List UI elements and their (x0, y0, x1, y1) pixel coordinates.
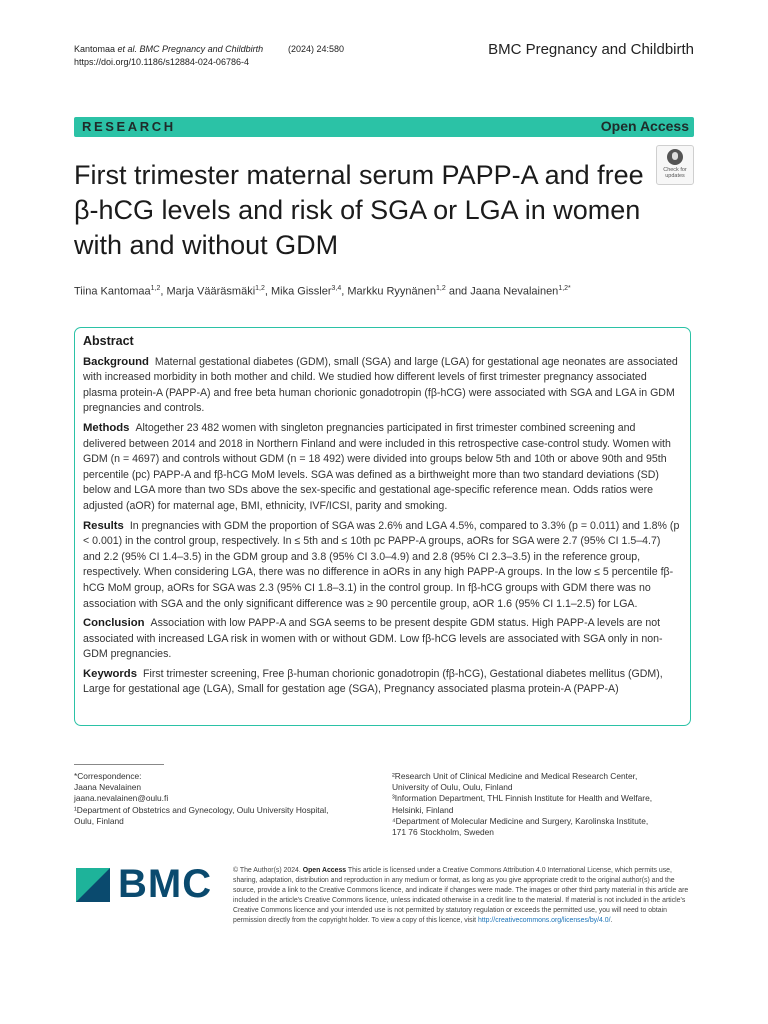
check-updates-label: Check for updates (663, 167, 687, 179)
author-separator: , (264, 285, 271, 298)
citation-authors: Kantomaa (74, 44, 116, 54)
author-separator: and (445, 285, 471, 298)
license-open-access: Open Access (302, 867, 347, 874)
abstract-sections (83, 355, 680, 698)
crossmark-icon (667, 149, 683, 165)
footnote-line: ¹Department of Obstetrics and Gynecology, Oulu University Hospital, (74, 804, 329, 815)
footnote-line: University of Oulu, Oulu, Finland (392, 782, 513, 793)
abstract-box (74, 327, 691, 726)
abstract-section-methods (83, 421, 680, 515)
bmc-mark-icon (76, 868, 110, 902)
license-body: This article is licensed under a Creative Commons Attribution 4.0 International License, which permits use, sharing, adaptation, distribution and reproduction in any medium or format, as long as you give appropriate credit to the original author(s) and the source, provide a link to the Creative Commons licence, and indicate if changes were made. The images or other third party material in this article are included in the article's Creative Commons licence, unless indicated otherwise in a credit line to the material. If material is not included in the article's Creative Commons licence and your intended use is not permitted by statutory regulation or exceeds the permitted use, you will need to obtain permission directly from the copyright holder. To view a copy of this licence, visit (233, 867, 689, 925)
footnote-line: ⁴Department of Molecular Medicine and Surgery, Karolinska Institute, (392, 815, 649, 826)
footnotes-right (392, 771, 702, 838)
journal-name: BMC Pregnancy and Childbirth (488, 41, 694, 58)
license-link[interactable]: http://creativecommons.org/licenses/by/4.0/ (477, 917, 611, 925)
abstract-section-label: Results (83, 519, 124, 532)
abstract-heading: Abstract (83, 334, 134, 348)
abstract-section-label: Keywords (83, 667, 137, 680)
footnote-line: Helsinki, Finland (392, 804, 454, 815)
doi-link[interactable]: https://doi.org/10.1186/s12884-024-06786-4 (74, 57, 249, 67)
footnote-line: 171 76 Stockholm, Sweden (392, 827, 494, 838)
author-name: Markku Ryynänen (347, 285, 437, 298)
author-separator: , (160, 285, 167, 298)
section-label: RESEARCH (82, 119, 176, 134)
abstract-section-keywords (83, 667, 680, 698)
bmc-logo-text: BMC (118, 862, 213, 906)
footnote-line: Jaana Nevalainen (74, 782, 142, 793)
footnote-line: ³Information Department, THL Finnish Institute for Health and Welfare, (392, 793, 653, 804)
abstract-section-label: Background (83, 355, 149, 368)
footnote-line: *Correspondence: (74, 771, 142, 781)
check-for-updates-button[interactable] (656, 145, 694, 185)
author-name: Mika Gissler (271, 285, 332, 298)
abstract-section-results (83, 519, 680, 613)
footnote-line: Oulu, Finland (74, 815, 124, 826)
abstract-section-label: Conclusion (83, 617, 145, 630)
abstract-section-text: First trimester screening, Free β-human chorionic gonadotropin (fβ-hCG), Gestational diabetes mellitus (GDM), Large for gestational age (LGA), Small for gestation age (SGA), Pregnancy associated plasma protein-A (PAPP-A) (83, 667, 663, 696)
author-affiliation-sup: 1,2* (558, 285, 571, 292)
author-name: Tiina Kantomaa (74, 285, 151, 298)
author-list (74, 285, 571, 298)
citation-line (74, 43, 345, 56)
footnote-line: ²Research Unit of Clinical Medicine and Medical Research Center, (392, 771, 638, 781)
footnote-line: jaana.nevalainen@oulu.fi (74, 793, 169, 804)
license-text: © The Author(s) 2024. Open Access This article is licensed under a Creative Commons Attribution 4.0 International License, which permits use, sharing, adaptation, distribution and reproduction in any medium or format, as long as you give appropriate credit to the original author(s) and the source, provide a link to the Creative Commons licence, and indicate if changes were made. The images or other third party material in this article are included in the article's Creative Commons licence, unless indicated otherwise in a credit line to the material. If material is not included in the article's Creative Commons licence and your intended use is not permitted by statutory regulation or exceeds the permitted use, you will need to obtain permission directly from the copyright holder. To view a copy of this licence, visit http://creativecommons.org/licenses/by/4.0/. (233, 867, 689, 925)
author-affiliation-sup: 1,2 (255, 285, 265, 292)
author-affiliation-sup: 1,2 (436, 285, 446, 292)
open-access-label: Open Access (600, 118, 689, 134)
year-volume: (2024) 24:580 (288, 44, 345, 54)
footnote-divider (74, 764, 164, 765)
running-header (74, 43, 345, 69)
abstract-section-conclusion (83, 616, 680, 663)
abstract-section-text: Altogether 23 482 women with singleton pregnancies participated in first trimester combined screening and delivered between 2014 and 2018 in Northern Finland and were included in this retrospective case-control study. Women with GDM (n = 4697) and controls without GDM (n = 18 492) were divided into groups below 5th and 10th or above 90th and 95th percentile (pc) PAPP-A and fβ-hCG MoM levels. SGA was defined as a birthweight more than two standard deviations (SD) below and LGA more than two SDs above the sex-specific and gestational age-specific reference mean. Odds ratios were adjusted (aOR) for maternal age, BMI, ethnicity, IVF/ICSI, parity and smoking. (83, 421, 671, 512)
abstract-section-text: Maternal gestational diabetes (GDM), small (SGA) and large (LGA) for gestational age neonates are associated with increased morbidity in both mother and child. We studied how different levels of first trimester pregnancy associated plasma protein-A (PAPP-A) and free beta human chorionic gonadotropin (fβ-hCG) were associated with SGA and LGA in GDM pregnancies and controls. (83, 355, 678, 415)
abstract-section-text: Association with low PAPP-A and SGA seems to be present despite GDM status. High PAPP-A levels are not associated with increased LGA risk in women with or without GDM. Low fβ-hCG levels are associated with SGA only in non-GDM pregnancies. (83, 617, 663, 661)
bmc-logo (76, 862, 221, 906)
author-name: Marja Vääräsmäki (166, 285, 256, 298)
abstract-section-background (83, 355, 680, 417)
license-prefix: © The Author(s) 2024. (233, 867, 301, 874)
author-name: Jaana Nevalainen (470, 285, 559, 298)
author-affiliation-sup: 3,4 (331, 285, 342, 292)
footnotes-left (74, 771, 354, 827)
author-separator: , (341, 285, 348, 298)
abstract-section-text: In pregnancies with GDM the proportion of SGA was 2.6% and LGA 4.5%, compared to 3.3% (p = 0.011) and 1.8% (p < 0.001) in the control group, respectively. In ≤ 5th and ≤ 10th pc PAPP-A groups, aORs for SGA were 2.7 (95% CI 1.5–4.7) and 2.2 (95% CI 1.4–3.5) in the GDM group and 3.8 (95% CI 3.0–4.9) and 2.8 (95% CI 2.3–3.5) in the reference group, respectively. When considering LGA, there was no difference in aORs in any high PAPP-A groups. In the low ≤ 5 percentile fβ-hCG MoM group, aORs for SGA was 2.3 (95% CI 1.8–3.1) in the control group. In fβ-hCG groups with GDM there was no association with SGA and the only significant difference was ≥ 90 percentile group, aOR 1.6 (95% CI 1.1–2.5) for LGA. (83, 519, 680, 610)
section-band (74, 117, 694, 137)
citation-etal: et al. BMC Pregnancy and Childbirth (117, 44, 264, 54)
abstract-section-label: Methods (83, 421, 130, 434)
article-title: First trimester maternal serum PAPP-A and free β-hCG levels and risk of SGA or LGA in women with and without GDM (74, 160, 644, 260)
author-affiliation-sup: 1,2 (150, 285, 161, 292)
